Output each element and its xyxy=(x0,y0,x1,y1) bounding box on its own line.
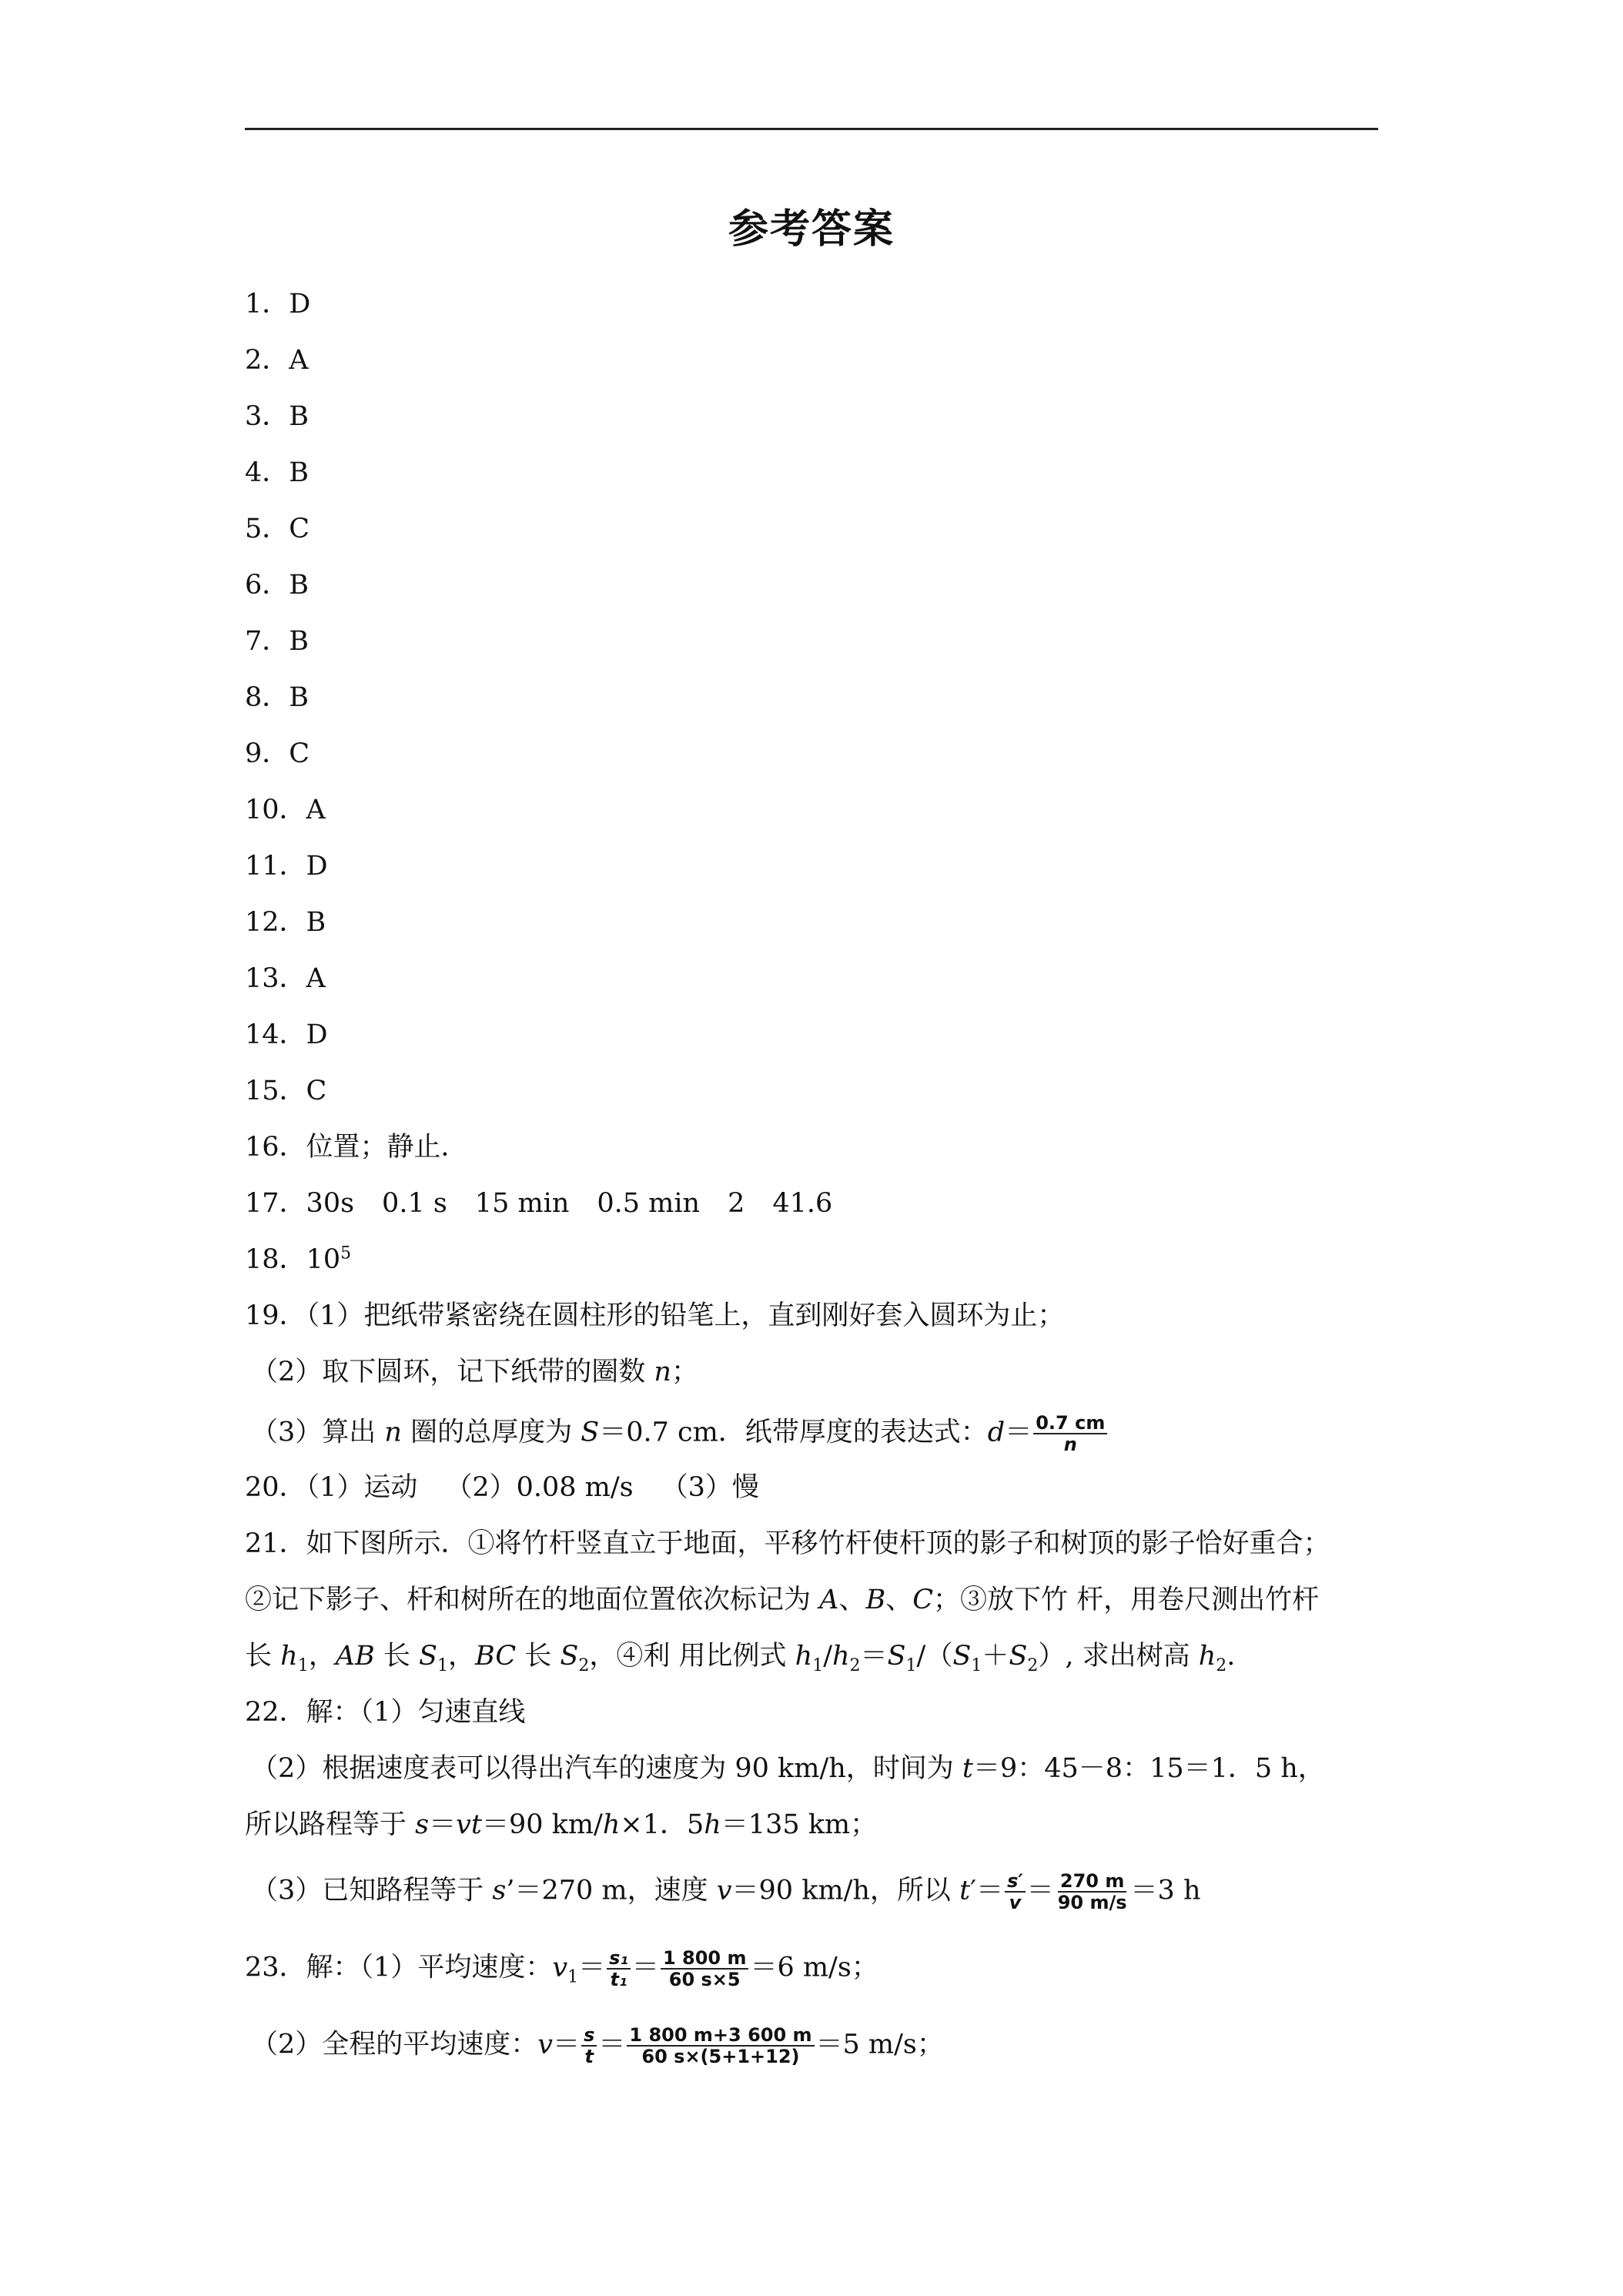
avg-speed-formula-fraction: $\frac{s}{t}$ xyxy=(581,2025,597,2067)
answer-line: 1．D xyxy=(245,289,311,320)
answer-19-line-2: （2）取下圆环，记下纸带的圈数 n； xyxy=(251,1357,698,1387)
answer-16: 16．位置；静止． xyxy=(245,1132,468,1163)
page-title: 参考答案 xyxy=(728,206,895,253)
answer-19-line-3: （3）算出 n 圈的总厚度为 S＝0.7 cm．纸带厚度的表达式：d＝ $\frac{0.7 cm}{n}$ xyxy=(251,1413,1109,1454)
answer-line: 3．B xyxy=(245,401,310,432)
answer-line: 5．C xyxy=(245,514,310,544)
avg-speed-value-fraction: $\frac{1 800 m+3 600 m}{60 s\times(5+1+12)}$ xyxy=(627,2025,814,2067)
answer-22-line-1: 22．解：（1）匀速直线 xyxy=(245,1697,526,1728)
answer-line: 6．B xyxy=(245,570,310,601)
answer-19-line-1: 19．（1）把纸带紧密绕在圆柱形的铅笔上，直到刚好套入圆环为止； xyxy=(245,1300,1065,1331)
answer-20: 20．（1）运动 （2）0.08 m/s （3）慢 xyxy=(245,1472,759,1503)
answer-22-line-3: 所以路程等于 s＝vt＝90 km/h×1．5h＝135 km； xyxy=(245,1809,878,1840)
answer-22-line-2: （2）根据速度表可以得出汽车的速度为 90 km/h，时间为 t＝9：45－8：15＝1．5 h， xyxy=(251,1753,1325,1784)
answer-line: 14．D xyxy=(245,1019,328,1050)
answer-17: 17．30s 0.1 s 15 min 0.5 min 2 41.6 xyxy=(245,1188,833,1219)
answer-line: 10．A xyxy=(245,795,326,825)
answer-21-line-1: 21．如下图所示．①将竹杆竖直立于地面，平移竹杆使杆顶的影子和树顶的影子恰好重合； xyxy=(245,1528,1330,1559)
header-rule xyxy=(245,128,1378,130)
answer-line: 9．C xyxy=(245,738,310,769)
answer-line: 11．D xyxy=(245,851,328,882)
thickness-fraction: $\frac{0.7 cm}{n}$ xyxy=(1033,1413,1107,1454)
time-formula-fraction: $\frac{s'}{v}$ xyxy=(1005,1871,1026,1913)
answer-line: 2．A xyxy=(245,345,309,376)
speed-value-fraction: $\frac{1 800 m}{60 s\times 5}$ xyxy=(661,1948,749,1990)
answer-23-line-1: 23．解：（1）平均速度：$v_1=$ $\frac{\text{s₁}}{\text{t₁}}$ ＝ $\frac{1 800 m}{60 s\times 5}$ ＝6 m/s； xyxy=(245,1947,878,1990)
speed-formula-fraction: $\frac{\text{s₁}}{\text{t₁}}$ xyxy=(607,1948,631,1990)
answer-line: 15．C xyxy=(245,1076,327,1106)
answer-23-line-2: （2）全程的平均速度：v＝ $\frac{s}{t}$ ＝ $\frac{1 800 m+3 600 m}{60 s\times(5+1+12)}$ ＝5 m/s； xyxy=(251,2024,944,2067)
answer-21-line-2: ②记下影子、杆和树所在的地面位置依次标记为 A、B、C；③放下竹 杆，用卷尺测出竹杆 xyxy=(245,1585,1320,1615)
answer-line: 4．B xyxy=(245,457,310,488)
answer-line: 12．B xyxy=(245,907,326,938)
answer-line: 7．B xyxy=(245,626,310,657)
answer-22-line-4: （3）已知路程等于 s’＝270 m，速度 v＝90 km/h，所以 t′＝ $\frac{s'}{v}$ ＝ $\frac{270 m}{90 m/s}$ ＝3 h xyxy=(251,1870,1201,1913)
answer-line: 8．B xyxy=(245,682,310,713)
time-value-fraction: $\frac{270 m}{90 m/s}$ xyxy=(1057,1870,1127,1913)
answer-18: 18．$10^5$ xyxy=(245,1243,352,1275)
answer-line: 13．A xyxy=(245,963,326,994)
answer-21-line-3: 长 $h_1$，AB 长 $S_1$，BC 长 $S_2$，④利 用比例式 $h_1/h_2=S_1/(S_1+S_2)$, 求出树高 $h_2$. xyxy=(245,1641,1236,1675)
